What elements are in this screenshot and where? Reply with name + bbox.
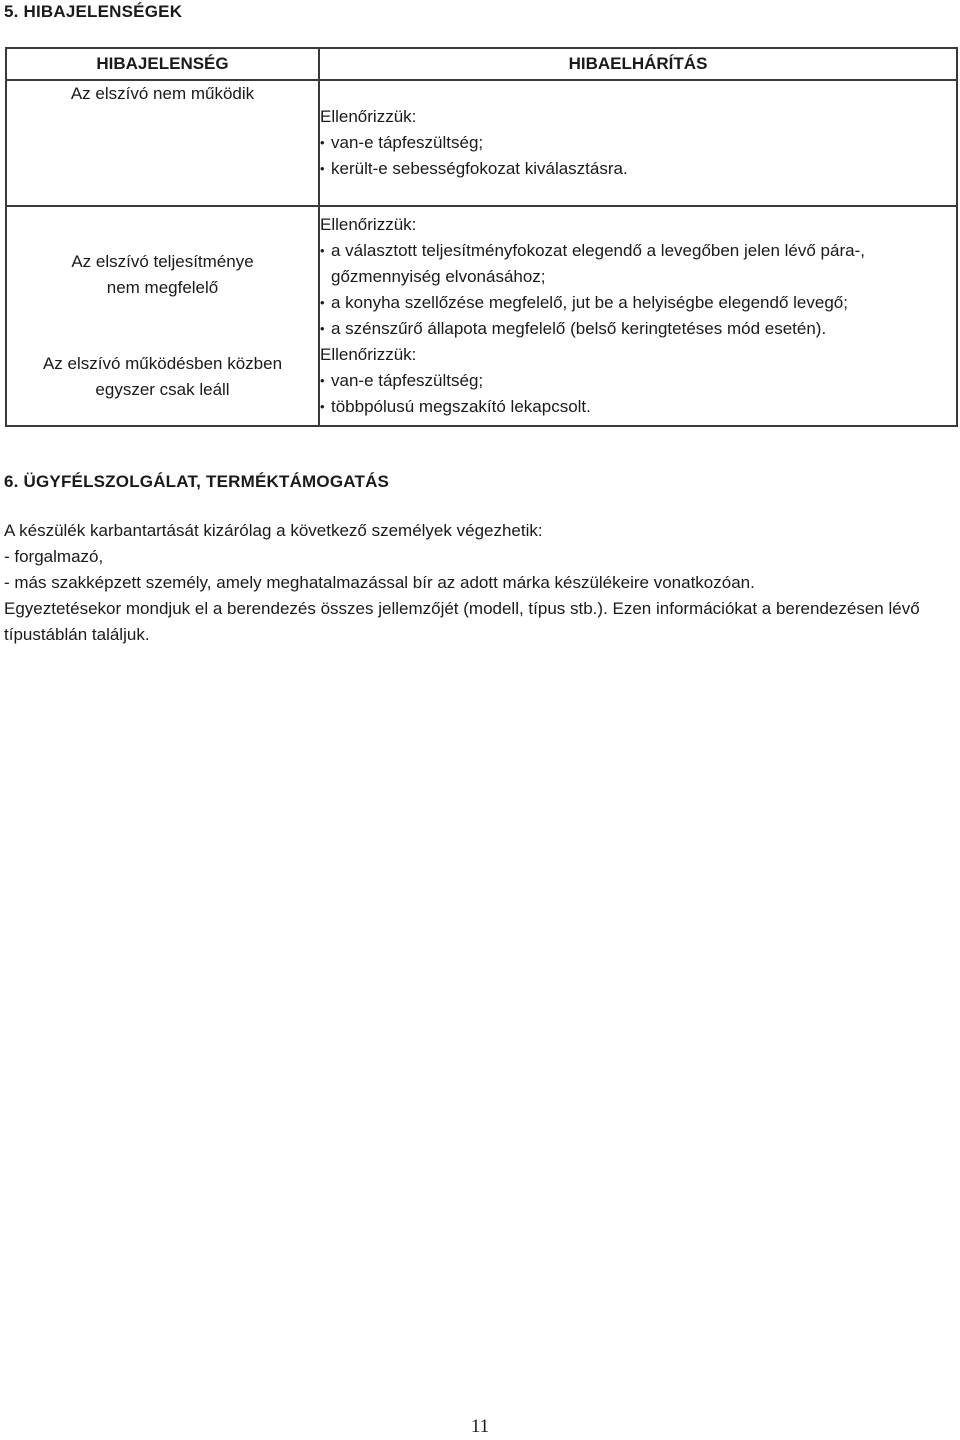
remedy-heading: Ellenőrizzük:	[320, 215, 417, 234]
remedy-item: • a választott teljesítményfokozat elegendő a levegőben jelen lévő pára-, gőzmennyiség elvonásához;	[320, 238, 956, 290]
paragraph-line: A készülék karbantartását kizárólag a következő személyek végezhetik:	[4, 521, 543, 540]
section-title-troubleshooting: 5. HIBAJELENSÉGEK	[4, 2, 183, 21]
symptom-cell	[6, 206, 319, 426]
symptom-text: Az elszívó működésben közben	[42, 353, 283, 373]
remedy-heading: Ellenőrizzük:	[320, 107, 417, 126]
paragraph-line: Egyeztetésekor mondjuk el a berendezés összes jellemzőjét (modell, típus stb.). Ezen információkat a berendezésen lévő típustáblán találjuk.	[4, 599, 920, 644]
symptom-group	[7, 328, 318, 425]
remedy-cell	[319, 80, 957, 206]
table-row	[6, 206, 957, 426]
paragraph-line: - más szakképzett személy, amely meghatalmazással bír az adott márka készülékeire vonatkozóan.	[4, 573, 755, 592]
symptom-text: nem megfelelő	[106, 277, 219, 297]
symptom-cell	[6, 80, 319, 206]
remedy-item: • került-e sebességfokozat kiválasztásra.	[320, 156, 956, 182]
symptom-text: Az elszívó nem működik	[70, 84, 255, 103]
header-remedy: HIBAELHÁRÍTÁS	[319, 48, 957, 80]
remedy-list	[320, 368, 956, 420]
symptom-text: Az elszívó teljesítménye	[71, 251, 254, 271]
remedy-list	[320, 238, 956, 342]
table-row	[6, 80, 957, 206]
remedy-list	[320, 130, 956, 182]
troubleshooting-table	[5, 47, 958, 427]
table-header-row	[6, 48, 957, 80]
remedy-item: • a konyha szellőzése megfelelő, jut be a helyiségbe elegendő levegő;	[320, 290, 956, 316]
header-symptom: HIBAJELENSÉG	[6, 48, 319, 80]
symptom-group	[7, 207, 318, 328]
remedy-item: • többpólusú megszakító lekapcsolt.	[320, 394, 956, 420]
remedy-cell	[319, 206, 957, 426]
remedy-item: • a szénszűrő állapota megfelelő (belső keringtetéses mód esetén).	[320, 316, 956, 342]
symptom-text: egyszer csak leáll	[95, 379, 230, 399]
remedy-item: • van-e tápfeszültség;	[320, 130, 956, 156]
remedy-item: • van-e tápfeszültség;	[320, 368, 956, 394]
remedy-heading: Ellenőrizzük:	[320, 345, 417, 364]
customer-service-text	[4, 518, 959, 648]
page-number: 11	[470, 1416, 490, 1437]
section-title-customer-service: 6. ÜGYFÉLSZOLGÁLAT, TERMÉKTÁMOGATÁS	[4, 472, 390, 491]
paragraph-line: - forgalmazó,	[4, 547, 104, 566]
